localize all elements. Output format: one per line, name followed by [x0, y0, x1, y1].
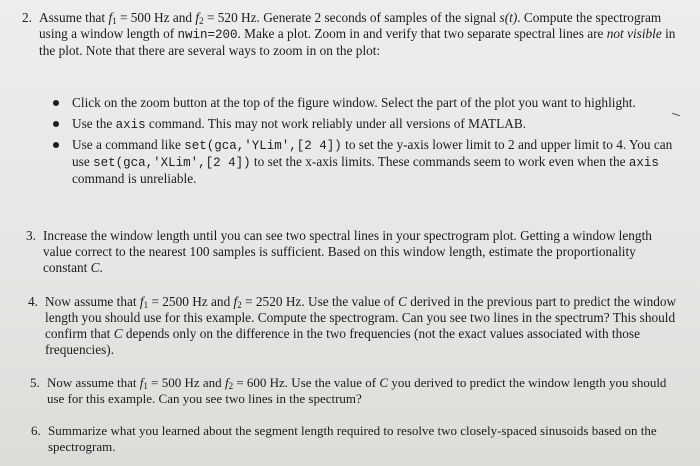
subscript: 2	[199, 16, 204, 26]
question-4	[28, 294, 678, 358]
text-run: in the plot. Note that there are several ways to zoom in on the plot:	[39, 26, 676, 58]
bullet-icon	[53, 121, 59, 127]
list-item	[50, 116, 676, 133]
variable: f	[233, 294, 238, 309]
subscript: 1	[143, 381, 148, 391]
subscript: 1	[143, 300, 149, 310]
question-2	[22, 10, 678, 59]
variable: C	[379, 375, 389, 390]
text-run: = 520 Hz. Generate 2 seconds of samples of the signal	[203, 10, 500, 25]
subscript: 2	[228, 381, 234, 391]
text-run: derived in the previous part to predict the window length you should use for this example. Compute the spectrogram. Can you see two lines in the spectrum? This should confirm that	[45, 294, 677, 341]
list-item	[50, 95, 676, 111]
code-snippet: axis	[628, 156, 659, 170]
variable: C	[113, 326, 123, 341]
question-6	[31, 423, 678, 455]
code-snippet: axis	[115, 118, 146, 132]
text-run: you derived to predict the window length you should use for this example. Can you see two lines in the spectrum?	[47, 375, 667, 406]
text-run: command is unreliable.	[72, 171, 197, 186]
question-text	[47, 375, 678, 407]
text-run: . Compute the spectrogram using a window length of	[39, 10, 662, 41]
text-run: to set the y-axis lower limit to 2 and upper limit to 4. You can use	[72, 137, 673, 169]
text-run: depends only on the difference in the two frequencies (not the exact values associated with those frequencies).	[45, 326, 640, 357]
text-run: .	[99, 260, 103, 275]
code-snippet: set(gca,'YLim',[2 4])	[184, 139, 342, 153]
variable: f	[139, 294, 144, 309]
subscript: 1	[112, 16, 117, 26]
text-run: = 2520 Hz. Use the value of	[241, 294, 399, 309]
text-run: Use a command like	[72, 137, 185, 152]
text-run: . Make a plot. Zoom in and verify that two separate spectral lines are	[237, 26, 607, 41]
variable: f	[224, 375, 229, 390]
signal-symbol: s(t)	[499, 10, 518, 25]
text-run: Click on the zoom button at the top of the figure window. Select the part of the plot you want to highlight.	[72, 95, 636, 110]
question-text	[39, 10, 678, 59]
variable: C	[398, 294, 407, 309]
subscript: 2	[237, 300, 242, 310]
code-snippet: set(gca,'XLim',[2 4])	[93, 156, 251, 170]
zoom-methods-list	[50, 95, 676, 190]
question-number: 3.	[26, 228, 36, 243]
question-number: 5.	[30, 375, 40, 390]
text-run: = 600 Hz. Use the value of	[233, 375, 380, 390]
list-item	[50, 137, 676, 187]
variable: f	[108, 10, 113, 25]
text-run: to set the x-axis limits. These commands seem to work even when the	[250, 154, 629, 169]
question-5	[30, 375, 678, 407]
bullet-icon	[53, 142, 59, 148]
question-number: 6.	[31, 423, 41, 438]
text-run: = 500 Hz and	[147, 375, 225, 390]
question-text	[43, 228, 678, 276]
text-run: Assume that	[39, 10, 109, 25]
question-number: 4.	[28, 294, 38, 309]
variable: f	[139, 375, 144, 390]
question-number: 2.	[22, 10, 32, 25]
text-run: command. This may not work reliably under all versions of MATLAB.	[145, 116, 527, 131]
text-run: = 2500 Hz and	[148, 294, 234, 309]
text-run: Increase the window length until you can see two spectral lines in your spectrogram plot. Getting a window length value correct to the nearest 100 samples is sufficient. Based on this window length, estimate the proportionality constant	[43, 228, 652, 275]
variable: C	[90, 260, 100, 275]
text-run: Now assume that	[47, 375, 140, 390]
text-run: Use the	[72, 116, 116, 131]
emphasis: not visible	[606, 26, 662, 41]
code-snippet: nwin=200	[177, 28, 238, 42]
question-3	[26, 228, 678, 276]
bullet-icon	[53, 100, 59, 106]
text-run: Now assume that	[45, 294, 140, 309]
variable: f	[195, 10, 200, 25]
text-run: = 500 Hz and	[116, 10, 196, 25]
text-run: Summarize what you learned about the segment length required to resolve two closely-spaced sinusoids based on the spectrogram.	[48, 423, 657, 454]
question-text	[48, 423, 678, 455]
question-text	[45, 294, 678, 358]
